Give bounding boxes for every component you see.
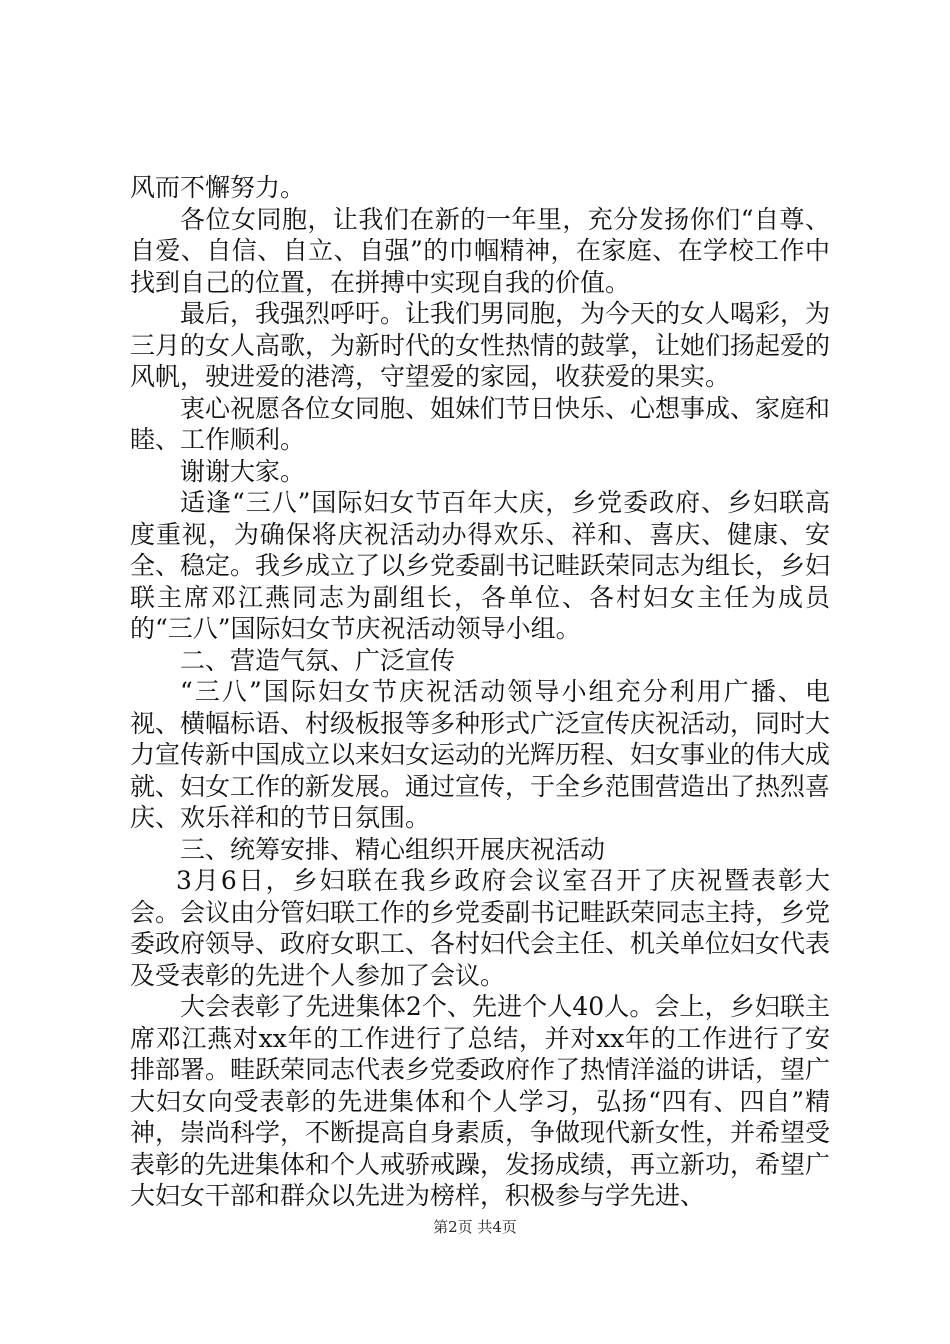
paragraph: 三、统筹安排、精心组织开展庆祝活动: [180, 834, 606, 864]
paragraph: 3月6日，乡妇联在我乡政府会议室召开了庆祝暨表彰大会。会议由分管妇联工作的乡党委副书记畦跃荣同志主持，乡党委政府领导、政府女职工、各村妇代会主任、机关单位妇女代表及受表彰的先进个人参加了会议。: [130, 866, 831, 990]
paragraph: 适逢“三八”国际妇女节百年大庆，乡党委政府、乡妇联高度重视，为确保将庆祝活动办得欢乐、祥和、喜庆、健康、安全、稳定。我乡成立了以乡党委副书记畦跃荣同志为组长，乡妇联主席邓江燕同志为副组长，各单位、各村妇女主任为成员的“三八”国际妇女节庆祝活动领导小组。: [130, 488, 831, 643]
paragraph: 谢谢大家。: [180, 456, 306, 486]
paragraph: 大会表彰了先进集体2个、先进个人40人。会上，乡妇联主席邓江燕对xx年的工作进行了总结，并对xx年的工作进行了安排部署。畦跃荣同志代表乡党委政府作了热情洋溢的讲话，望广大妇女向受表彰的先进集体和个人学习，弘扬“四有、四自”精神，崇尚科学，不断提高自身素质，争做现代新女性，并希望受表彰的先进集体和个人戒骄戒躁，发扬成绩，再立新功，希望广大妇女干部和群众以先进为榜样，积极参与学先进、: [130, 992, 831, 1210]
paragraph: 二、营造气氛、广泛宣传: [180, 645, 456, 675]
document-body: [130, 172, 830, 1212]
paragraph: 各位女同胞，让我们在新的一年里，充分发扬你们“自尊、自爱、自信、自立、自强”的巾帼精神，在家庭、在学校工作中找到自己的位置，在拼搏中实现自我的价值。: [130, 204, 830, 297]
paragraph: 衷心祝愿各位女同胞、姐妹们节日快乐、心想事成、家庭和睦、工作顺利。: [130, 393, 831, 454]
paragraph: “三八”国际妇女节庆祝活动领导小组充分利用广播、电视、横幅标语、村级板报等多种形式广泛宣传庆祝活动，同时大力宣传新中国成立以来妇女运动的光辉历程、妇女事业的伟大成就、妇女工作的新发展。通过宣传，于全乡范围营造出了热烈喜庆、欢乐祥和的节日氛围。: [130, 677, 831, 832]
page-footer: 第2页 共4页: [433, 1218, 517, 1236]
paragraph: 最后，我强烈呼吁。让我们男同胞，为今天的女人喝彩，为三月的女人高歌，为新时代的女性热情的鼓掌，让她们扬起爱的风帆，驶进爱的港湾，守望爱的家园，收获爱的果实。: [130, 299, 831, 391]
paragraph: 风而不懈努力。: [130, 173, 306, 202]
